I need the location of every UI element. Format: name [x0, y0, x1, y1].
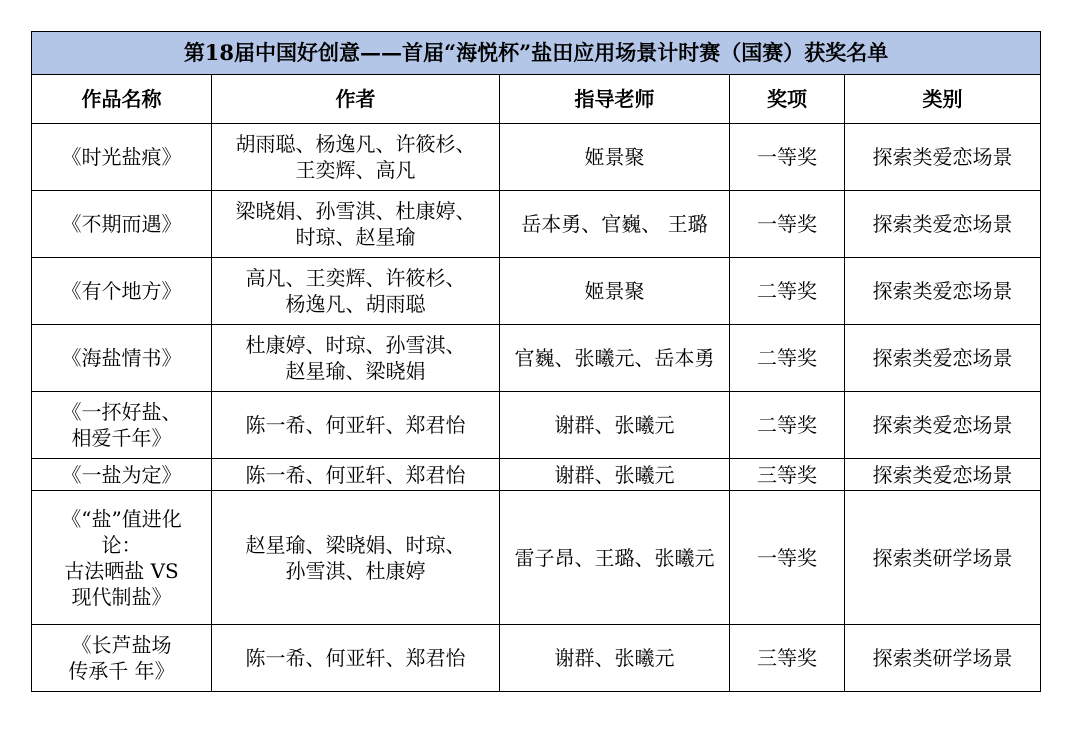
cell-authors: 梁晓娟、孙雪淇、杜康婷、 时琼、赵星瑜: [212, 191, 500, 258]
col-header-authors: 作者: [212, 75, 500, 124]
cell-category: 探索类爱恋场景: [845, 258, 1041, 325]
table-row: [32, 459, 1041, 491]
table-row: [32, 124, 1041, 191]
cell-advisor: 姬景聚: [500, 258, 730, 325]
col-header-work: 作品名称: [32, 75, 212, 124]
cell-authors: 高凡、王奕辉、许筱杉、 杨逸凡、胡雨聪: [212, 258, 500, 325]
cell-award: 一等奖: [730, 124, 845, 191]
col-header-advisor: 指导老师: [500, 75, 730, 124]
cell-authors: 胡雨聪、杨逸凡、许筱杉、 王奕辉、高凡: [212, 124, 500, 191]
cell-category: 探索类研学场景: [845, 625, 1041, 692]
cell-advisor: 谢群、张曦元: [500, 392, 730, 459]
table-row: [32, 325, 1041, 392]
cell-authors: 杜康婷、时琼、孙雪淇、 赵星瑜、梁晓娟: [212, 325, 500, 392]
cell-work: 《时光盐痕》: [32, 124, 212, 191]
table-row: [32, 625, 1041, 692]
cell-advisor: 谢群、张曦元: [500, 459, 730, 491]
table-row: [32, 191, 1041, 258]
cell-advisor: 雷子昂、王璐、张曦元: [500, 491, 730, 625]
cell-advisor: 谢群、张曦元: [500, 625, 730, 692]
table-row: [32, 491, 1041, 625]
col-header-category: 类别: [845, 75, 1041, 124]
cell-work: 《“盐”值进化 论： 古法晒盐 VS 现代制盐》: [32, 491, 212, 625]
cell-category: 探索类爱恋场景: [845, 459, 1041, 491]
cell-category: 探索类爱恋场景: [845, 392, 1041, 459]
cell-award: 二等奖: [730, 392, 845, 459]
cell-work: 《不期而遇》: [32, 191, 212, 258]
cell-award: 二等奖: [730, 258, 845, 325]
cell-advisor: 官巍、张曦元、岳本勇: [500, 325, 730, 392]
cell-authors: 陈一希、何亚轩、郑君怡: [212, 625, 500, 692]
cell-advisor: 岳本勇、官巍、 王璐: [500, 191, 730, 258]
col-header-award: 奖项: [730, 75, 845, 124]
cell-work: 《海盐情书》: [32, 325, 212, 392]
cell-category: 探索类爱恋场景: [845, 325, 1041, 392]
cell-category: 探索类爱恋场景: [845, 124, 1041, 191]
cell-award: 三等奖: [730, 459, 845, 491]
cell-advisor: 姬景聚: [500, 124, 730, 191]
header-row: [32, 75, 1041, 124]
cell-work: 《一盐为定》: [32, 459, 212, 491]
cell-category: 探索类研学场景: [845, 491, 1041, 625]
award-table: [31, 31, 1041, 692]
cell-work: 《有个地方》: [32, 258, 212, 325]
cell-work: 《长芦盐场 传承千 年》: [32, 625, 212, 692]
cell-award: 一等奖: [730, 191, 845, 258]
cell-work: 《一抔好盐、 相爱千年》: [32, 392, 212, 459]
cell-authors: 陈一希、何亚轩、郑君怡: [212, 459, 500, 491]
table-row: [32, 258, 1041, 325]
table-row: [32, 392, 1041, 459]
cell-authors: 赵星瑜、梁晓娟、时琼、 孙雪淇、杜康婷: [212, 491, 500, 625]
cell-award: 三等奖: [730, 625, 845, 692]
cell-category: 探索类爱恋场景: [845, 191, 1041, 258]
cell-authors: 陈一希、何亚轩、郑君怡: [212, 392, 500, 459]
cell-award: 一等奖: [730, 491, 845, 625]
table-title: 第18届中国好创意——首届“海悦杯”盐田应用场景计时赛（国赛）获奖名单: [32, 32, 1041, 75]
cell-award: 二等奖: [730, 325, 845, 392]
